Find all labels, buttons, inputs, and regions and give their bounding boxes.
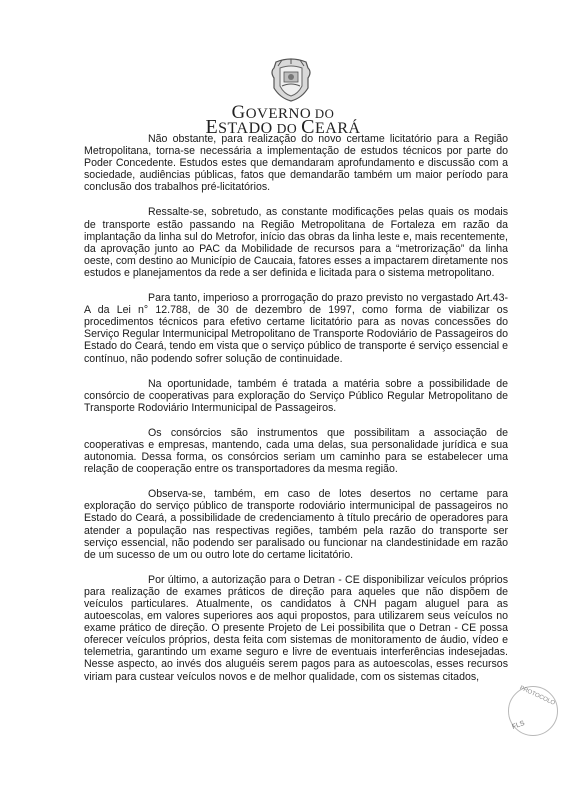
state-coat-of-arms-icon	[268, 58, 314, 102]
paragraph: Ressalte-se, sobretudo, as constante modificações pelas quais os modais de transporte estão passando na Região Metropolitana de Fortaleza em razão da implantação da linha sul do Metrofor, início das obras da linha leste e, mais recentemente, da aprovação junto ao PAC da Mobilidade de recursos para a “metrorização” da linha oeste, com destino ao Município de Caucaia, fatores esses a impactarem diretamente nos estudos e planejamentos da rede a ser definida e licitada para o sistema metropolitano.	[84, 206, 508, 279]
paragraph: Para tanto, imperioso a prorrogação do prazo previsto no vergastado Art.43-A da Lei n° 12.788, de 30 de dezembro de 1997, como forma de viabilizar os procedimentos técnicos para efetivo certame licitatório para as novas concessões do Serviço Regular Intermunicipal Metropolitano de Transporte Rodoviário de Passageiros do Estado do Ceará, tendo em vista que o serviço público de transporte é serviço essencial e contínuo, não podendo sofrer solução de continuidade.	[84, 292, 508, 365]
paragraph: Não obstante, para realização do novo certame licitatório para a Região Metropolitana, torna-se necessária a implementação de estudos técnicos por parte do Poder Concedente. Estudos estes que demandaram aprofundamento e discussão com a sociedade, audiências públicas, fatos que demandarão também um maior período para conclusão dos trabalhos pré-licitatórios.	[84, 133, 508, 194]
stamp-label-bottom: FLS	[511, 720, 526, 731]
header-line-estado: ESTADO DO CEARÁ	[205, 116, 361, 138]
stamp-label-top: PROTOCOLO	[518, 685, 556, 707]
paragraph: Os consórcios são instrumentos que possibilitam a associação de cooperativas e empresas, mantendo, cada uma delas, sua personalidade jurídica e sua autonomia. Dessa forma, os consórcios seriam um caminho para se estabelecer uma relação de cooperação entre os transportadores da mesma região.	[84, 426, 508, 476]
paragraph: Por último, a autorização para o Detran - CE disponibilizar veículos próprios para realização de exames práticos de direção para aqueles que não dispõem de veículos particulares. Atualmente, os candidatos à CNH pagam aluguel para as autoescolas, em valores superiores aos aqui propostos, para utilizarem seus veículos no exame prático de direção. O presente Projeto de Lei possibilita que o Detran - CE possa oferecer veículos próprios, desta feita com sistemas de monitoramento de áudio, vídeo e telemetria, garantindo um exame seguro e livre de eventuais interferências indesejadas. Nesse aspecto, ao invés dos aluguéis serem pagos para as autoescolas, esses recursos viriam para custear veículos novos e de melhor qualidade, com os sistemas citados,	[84, 573, 508, 683]
document-body	[84, 133, 508, 696]
header-line-governo: GOVERNO DO	[231, 102, 335, 123]
paragraph: Na oportunidade, também é tratada a matéria sobre a possibilidade de consórcio de cooperativas para exploração do Serviço Público Regular Metropolitano de Transporte Rodoviário Intermunicipal de Passageiros.	[84, 377, 508, 414]
paragraph: Observa-se, também, em caso de lotes desertos no certame para exploração do serviço público de transporte rodoviário intermunicipal de passageiros no Estado do Ceará, a possibilidade de credenciamento à título precário de operadores para atender a população nas respectivas regiões, também pela razão do transporte ser serviço essencial, não podendo ser paralisado ou funcionar na clandestinidade em razão de um sucesso de um ou outro lote do certame licitatório.	[84, 488, 508, 561]
